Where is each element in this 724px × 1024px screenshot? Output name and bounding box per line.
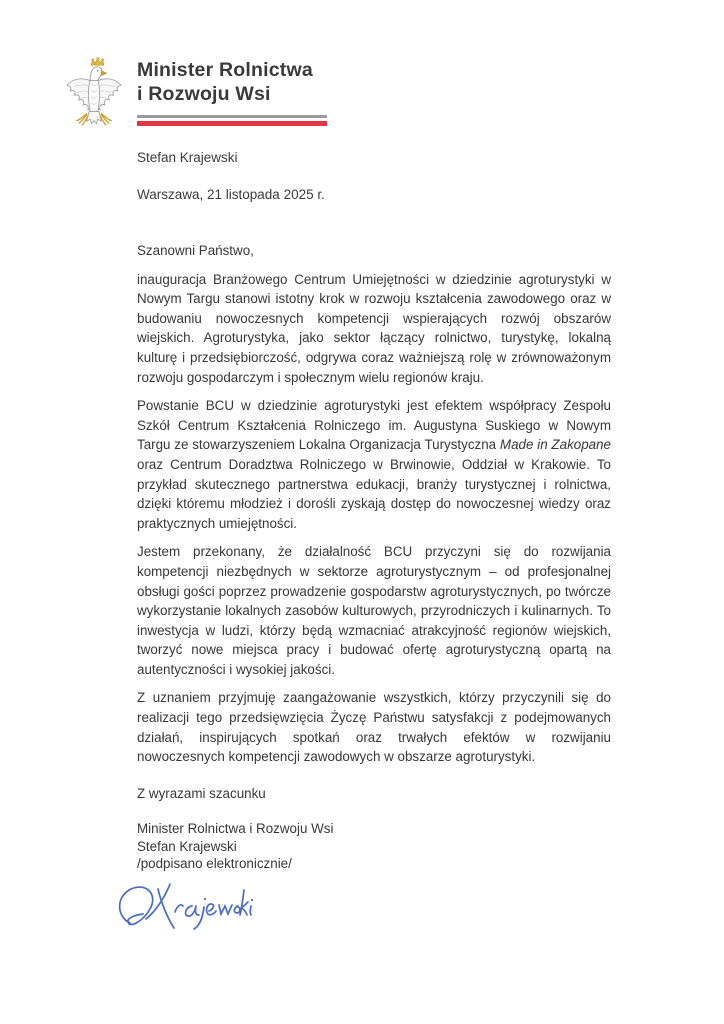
sender-block bbox=[137, 150, 325, 202]
signature-title: Minister Rolnictwa i Rozwoju Wsi bbox=[137, 821, 334, 837]
letterhead bbox=[62, 56, 327, 142]
org-name-block bbox=[137, 56, 327, 126]
paragraph-2-text: Powstanie BCU w dziedzinie agroturystyki jest efektem współpracy Zespołu Szkół Centrum Kształcenia Rolniczego im. Augustyna Suskiego w Nowym Targu ze stowarzyszeniem Lokalna Organizacja Turystyczna bbox=[137, 398, 611, 453]
closing-salutation: Z wyrazami szacunku bbox=[137, 785, 266, 801]
flag-rule bbox=[137, 115, 327, 126]
salutation: Szanowni Państwo, bbox=[137, 243, 254, 258]
paragraph-3: Jestem przekonany, że działalność BCU przyczyni się do rozwijania kompetencji niezbędnych w sektorze agroturystycznym – od profesjonalnej obsługi gości poprzez prowadzenie gospodarstw agroturystycznych, po twórcze wykorzystanie lokalnych zasobów kulturowych, przyrodniczych i kulinarnych. To inwestycja w ludzi, którzy będą wzmacniać atrakcyjność regionów wiejskich, tworzyć nowe miejsca pracy i budować ofertę agroturystyczną opartą na autentyczności i wysokiej jakości. bbox=[137, 544, 611, 677]
sender-name: Stefan Krajewski bbox=[137, 150, 238, 165]
paragraph-1: inauguracja Branżowego Centrum Umiejętności w dziedzinie agroturystyki w Nowym Targu stanowi istotny krok w rozwoju kształcenia zawodowego oraz w budowaniu nowoczesnych kompetencji wspierających rozwój obszarów wiejskich. Agroturystyka, jako sektor łączący rolnictwo, turystykę, lokalną kulturę i przedsiębiorczość, odgrywa coraz ważniejszą rolę w zrównoważonym rozwoju gospodarczym i społecznym wielu regionów kraju. bbox=[137, 271, 611, 385]
signature-block bbox=[137, 820, 611, 872]
org-name-line2: i Rozwoju Wsi bbox=[137, 82, 271, 105]
org-name-line1: Minister Rolnictwa bbox=[137, 59, 313, 81]
paragraph-2 bbox=[137, 396, 611, 533]
handwritten-signature-icon bbox=[113, 877, 253, 943]
flag-rule-red-bar bbox=[137, 121, 327, 126]
dateline: Warszawa, 21 listopada 2025 r. bbox=[137, 187, 325, 202]
paragraph-4: Z uznaniem przyjmuję zaangażowanie wszystkich, którzy przyczynili się do realizacji tego przedsięwzięcia Życzę Państwu satysfakcji z podejmowanych działań, inspirujących spotkań oraz trwałych efektów w rozwijaniu nowoczesnych kompetencji zawodowych w obszarze agroturystyki. bbox=[137, 690, 611, 765]
polish-eagle-emblem-icon bbox=[62, 56, 126, 142]
signature-name: Stefan Krajewski bbox=[137, 838, 237, 854]
paragraph-2-italic: Made in Zakopane bbox=[499, 437, 611, 453]
paragraph-2-text-after: oraz Centrum Doradztwa Rolniczego w Brwinowie, Oddział w Krakowie. To przykład skutecznego partnerstwa edukacji, branży turystycznej i rolnictwa, dzięki któremu młodzież i dorośli zyskają dostęp do nowoczesnej wiedzy oraz praktycznych umiejętności. bbox=[137, 456, 611, 531]
letter-body bbox=[137, 241, 611, 943]
signature-electronic-note: /podpisano elektronicznie/ bbox=[137, 856, 292, 872]
